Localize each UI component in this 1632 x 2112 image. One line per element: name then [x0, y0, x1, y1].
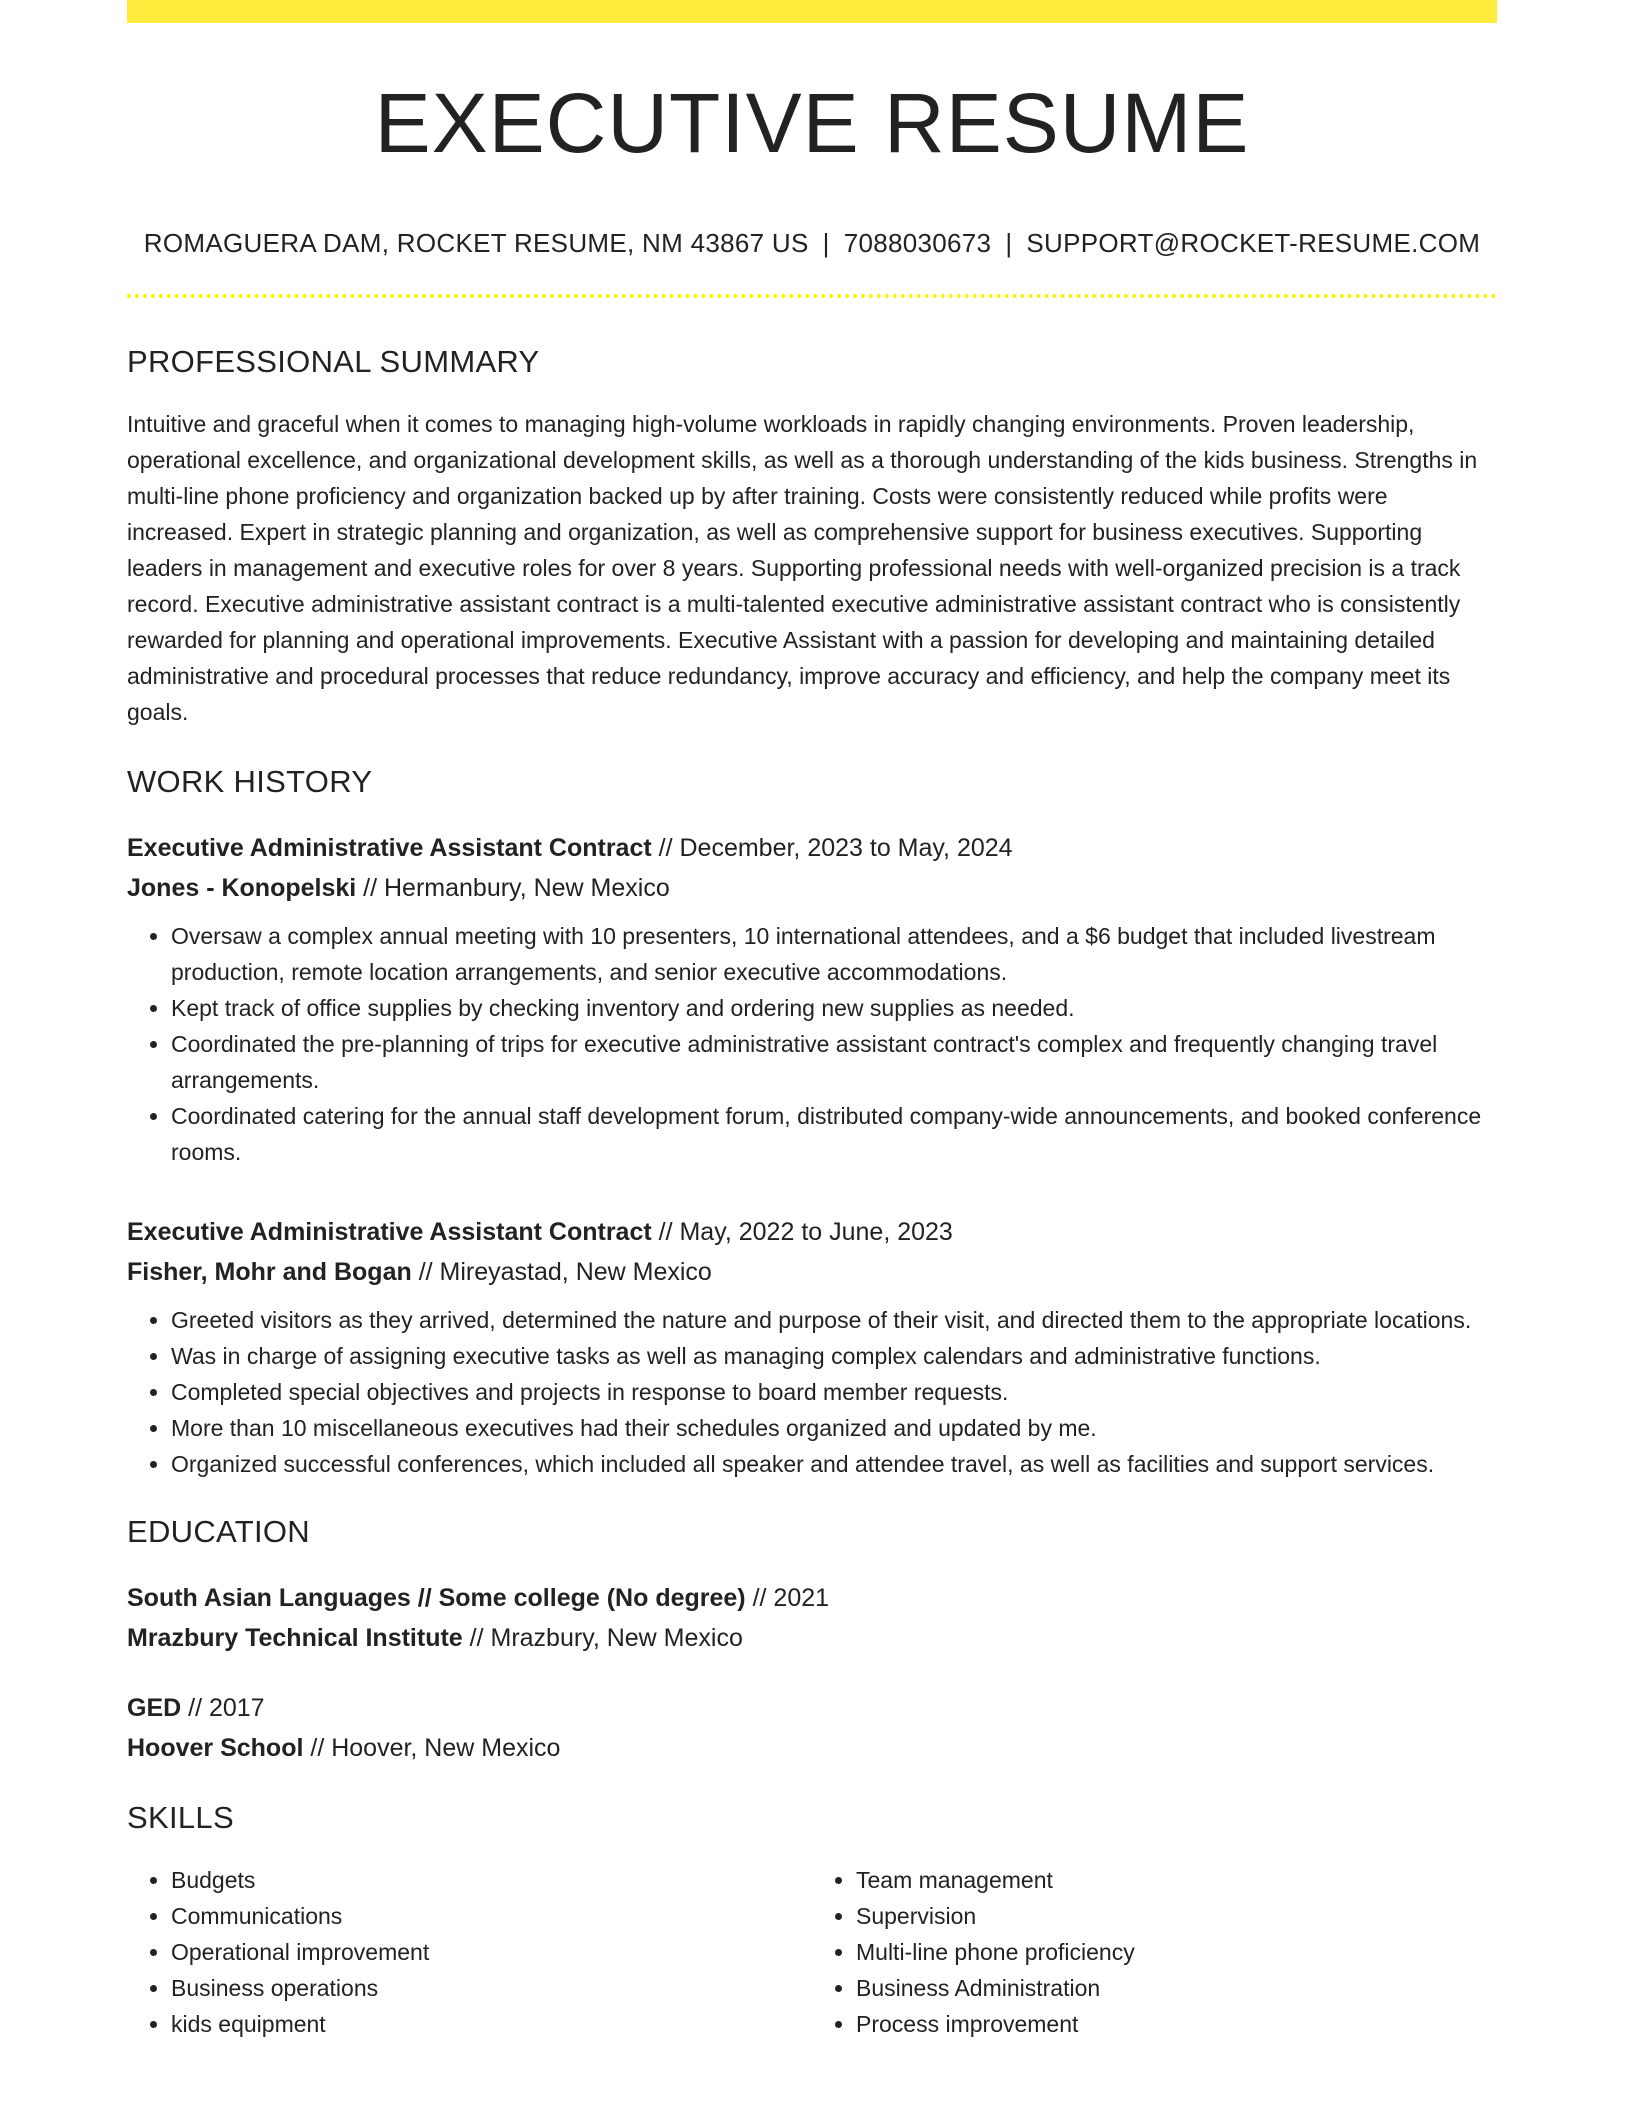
job-bullet: • Was in charge of assigning executive tasks as well as managing complex calendars and administrative functions. — [171, 1338, 1497, 1374]
education-location: // Hoover, New Mexico — [303, 1734, 561, 1762]
contact-separator: | — [1005, 228, 1013, 258]
education-entry — [127, 1688, 1497, 1768]
summary-text: Intuitive and graceful when it comes to managing high-volume workloads in rapidly changing environments. Proven leadership, operational excellence, and organizational development skills, as well as a thorough understanding of the kids business. Strengths in multi-line phone proficiency and organization backed up by after training. Costs were consistently reduced while profits were increased. Expert in strategic planning and organization, as well as comprehensive support for business executives. Supporting leaders in management and executive roles for over 8 years. Supporting professional needs with well-organized precision is a track record. Executive administrative assistant contract is a multi-talented executive administrative assistant contract who is consistently rewarded for planning and operational improvements. Executive Assistant with a passion for developing and maintaining detailed administrative and procedural processes that reduce redundancy, improve accuracy and efficiency, and help the company meet its goals. — [127, 411, 1478, 725]
skill-item: • Business operations — [171, 1970, 812, 2006]
job-bullet: • More than 10 miscellaneous executives had their schedules organized and updated by me. — [171, 1410, 1497, 1446]
job-location: // Mireyastad, New Mexico — [411, 1258, 712, 1286]
resume-page — [127, 0, 1497, 2042]
skill-item: • Multi-line phone proficiency — [856, 1934, 1497, 1970]
resume-title: EXECUTIVE RESUME — [374, 76, 1250, 170]
job-entry — [127, 1212, 1497, 1482]
job-title-line — [127, 828, 1497, 868]
job-title-line — [127, 1212, 1497, 1252]
job-bullets — [127, 918, 1497, 1170]
job-bullet: • Coordinated the pre-planning of trips for executive administrative assistant contract's complex and frequently changing travel arrangements. — [171, 1026, 1497, 1098]
job-bullet: • Greeted visitors as they arrived, determined the nature and purpose of their visit, and directed them to the appropriate locations. — [171, 1302, 1497, 1338]
job-company: Jones - Konopelski — [127, 874, 357, 902]
education-school: Hoover School — [127, 1734, 304, 1762]
education-degree: South Asian Languages // Some college (No degree) — [127, 1584, 746, 1612]
job-company: Fisher, Mohr and Bogan — [127, 1258, 412, 1286]
skills-grid — [127, 1862, 1497, 2042]
job-bullet: • Coordinated catering for the annual staff development forum, distributed company-wide announcements, and booked conference rooms. — [171, 1098, 1497, 1170]
contact-separator: | — [822, 228, 830, 258]
skill-item: • kids equipment — [171, 2006, 812, 2042]
education-year: // 2017 — [181, 1694, 265, 1722]
skill-item: • Communications — [171, 1898, 812, 1934]
job-dates: // May, 2022 to June, 2023 — [651, 1218, 953, 1246]
contact-line — [127, 228, 1497, 259]
job-bullet: • Organized successful conferences, which included all speaker and attendee travel, as well as facilities and support services. — [171, 1446, 1497, 1482]
education-school: Mrazbury Technical Institute — [127, 1624, 463, 1652]
contact-phone: 7088030673 — [843, 228, 992, 258]
job-company-line — [127, 868, 1497, 908]
job-location: // Hermanbury, New Mexico — [356, 874, 670, 902]
job-role: Executive Administrative Assistant Contract — [127, 1218, 652, 1246]
education-degree: GED — [127, 1694, 182, 1722]
job-role: Executive Administrative Assistant Contract — [127, 834, 652, 862]
skill-item: • Operational improvement — [171, 1934, 812, 1970]
job-dates: // December, 2023 to May, 2024 — [651, 834, 1013, 862]
skill-item: • Team management — [856, 1862, 1497, 1898]
job-bullet: • Oversaw a complex annual meeting with 10 presenters, 10 international attendees, and a $6 budget that included livestream production, remote location arrangements, and senior executive accommodations. — [171, 918, 1497, 990]
job-bullet: • Completed special objectives and projects in response to board member requests. — [171, 1374, 1497, 1410]
skill-item: • Business Administration — [856, 1970, 1497, 2006]
job-company-line — [127, 1252, 1497, 1292]
job-bullet: • Kept track of office supplies by checking inventory and ordering new supplies as needed. — [171, 990, 1497, 1026]
education-degree-line — [127, 1688, 1497, 1728]
education-year: // 2021 — [745, 1584, 830, 1612]
dotted-divider — [127, 294, 1497, 298]
education-school-line — [127, 1728, 1497, 1768]
education-location: // Mrazbury, New Mexico — [462, 1624, 743, 1652]
education-school-line — [127, 1618, 1497, 1658]
skills-heading: SKILLS — [127, 1800, 234, 1835]
contact-address: ROMAGUERA DAM, ROCKET RESUME, NM 43867 US — [143, 228, 809, 258]
education-degree-line — [127, 1578, 1497, 1618]
education-heading: EDUCATION — [127, 1514, 310, 1549]
skill-item: • Supervision — [856, 1898, 1497, 1934]
work-history-heading: WORK HISTORY — [127, 764, 373, 799]
education-entry — [127, 1578, 1497, 1658]
skills-column-left — [127, 1862, 812, 2042]
skill-item: • Process improvement — [856, 2006, 1497, 2042]
summary-heading: PROFESSIONAL SUMMARY — [127, 344, 540, 379]
skills-column-right — [812, 1862, 1497, 2042]
skill-item: • Budgets — [171, 1862, 812, 1898]
job-bullets — [127, 1302, 1497, 1482]
job-entry — [127, 828, 1497, 1170]
contact-email: SUPPORT@ROCKET-RESUME.COM — [1026, 228, 1481, 258]
accent-top-bar — [127, 0, 1497, 23]
